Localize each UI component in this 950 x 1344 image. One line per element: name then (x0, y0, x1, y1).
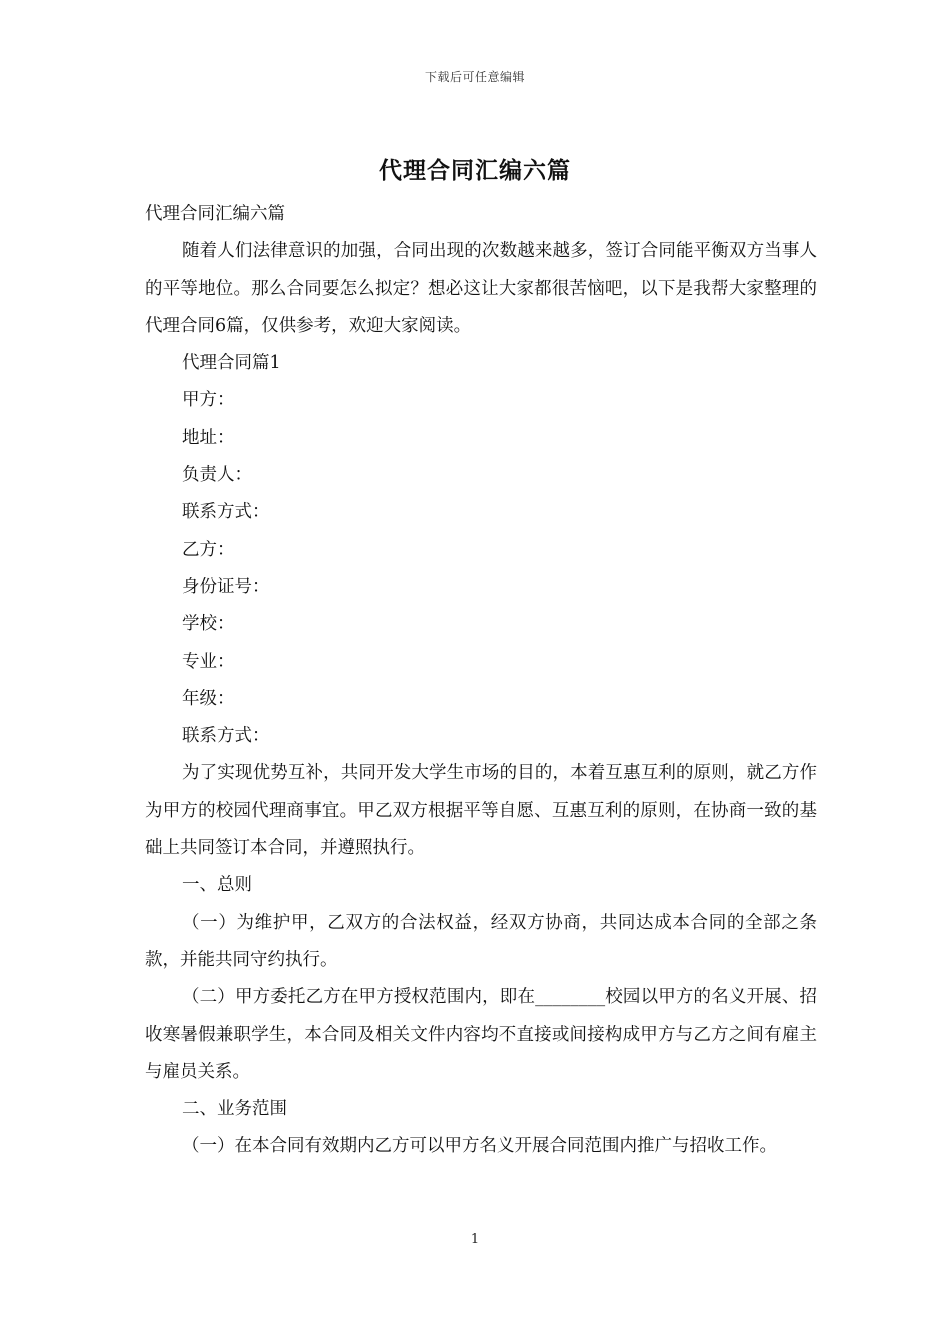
paragraph-8: 身份证号： (182, 576, 270, 597)
page-number: 1 (470, 1232, 480, 1247)
paragraph-16: （二）甲方委托乙方在甲方授权范围内，即在________校园以甲方的名义开展、招收寒暑假兼职学生，本合同及相关文件内容均不直接或间接构成甲方与乙方之间有雇主与雇员关系。 (145, 987, 817, 1082)
paragraph-5: 负责人： (182, 465, 252, 486)
paragraph-2: 代理合同篇1 (182, 353, 281, 374)
paragraph-0: 代理合同汇编六篇 (145, 204, 285, 224)
paragraph-13: 为了实现优势互补，共同开发大学生市场的目的，本着互惠互利的原则，就乙方作为甲方的校园代理商事宜。甲乙双方根据平等自愿、互惠互利的原则，在协商一致的基础上共同签订本合同，并遵照执行。 (145, 763, 817, 859)
header-note: 下载后可任意编辑 (424, 70, 525, 84)
document-body (145, 196, 817, 1166)
document-title: 代理合同汇编六篇 (379, 157, 571, 184)
paragraph-3: 甲方： (182, 390, 235, 411)
paragraph-6: 联系方式： (182, 502, 270, 523)
paragraph-7: 乙方： (182, 539, 235, 560)
paragraph-18: （一）在本合同有效期内乙方可以甲方名义开展合同范围内推广与招收工作。 (182, 1136, 777, 1157)
paragraph-17: 二、业务范围 (182, 1099, 287, 1120)
paragraph-15: （一）为维护甲，乙双方的合法权益，经双方协商，共同达成本合同的全部之条款，并能共同守约执行。 (145, 912, 817, 970)
paragraph-4: 地址： (182, 427, 235, 448)
paragraph-12: 联系方式： (182, 726, 270, 747)
paragraph-10: 专业： (182, 651, 235, 672)
paragraph-11: 年级： (182, 688, 235, 709)
paragraph-14: 一、总则 (182, 875, 252, 896)
paragraph-9: 学校： (182, 614, 235, 635)
paragraph-1: 随着人们法律意识的加强，合同出现的次数越来越多，签订合同能平衡双方当事人的平等地位。那么合同要怎么拟定？想必这让大家都很苦恼吧，以下是我帮大家整理的代理合同6篇，仅供参考，欢迎大家阅读。 (145, 241, 817, 336)
